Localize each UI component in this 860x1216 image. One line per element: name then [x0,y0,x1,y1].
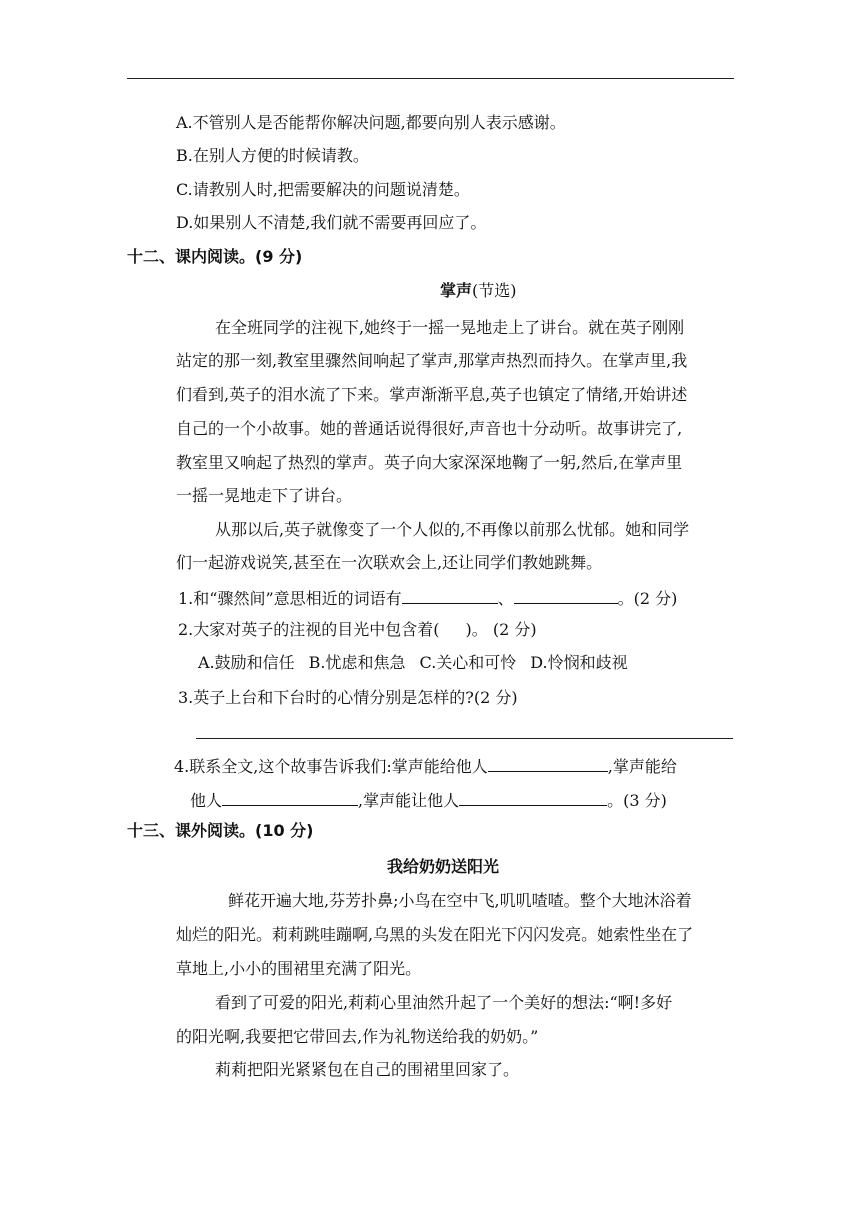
passage1-title: 掌声 [440,281,473,300]
passage2-line: 看到了可爱的阳光,莉莉心里油然升起了一个美好的想法:“啊!多好 [215,993,673,1012]
q4-blank-2[interactable] [222,789,358,806]
q3-answer-line[interactable] [196,738,733,739]
q1-blank-2[interactable] [514,587,618,604]
section13-heading: 十三、课外阅读。(10 分) [127,821,314,840]
passage1-line: 从那以后,英子就像变了一个人似的,不再像以前那么忧郁。她和同学 [215,520,690,539]
passage1-line: 自己的一个小故事。她的普通话说得很好,声音也十分动听。故事讲完了, [176,419,683,438]
q2-option-d: D.怜悯和歧视 [530,653,628,672]
q2-options [198,653,628,673]
header-rule [127,78,734,79]
passage2-line: 的阳光啊,我要把它带回去,作为礼物送给我的奶奶。” [176,1027,539,1046]
q2-option-a: A.鼓励和信任 [198,653,295,672]
passage1-line: 们看到,英子的泪水流了下来。掌声渐渐平息,英子也镇定了情绪,开始讲述 [176,385,688,404]
passage2-line: 草地上,小小的围裙里充满了阳光。 [176,959,422,978]
passage2-line: 莉莉把阳光紧紧包在自己的围裙里回家了。 [215,1060,520,1079]
q1-blank-1[interactable] [402,587,498,604]
q11-option-b: B.在别人方便的时候请教。 [176,146,369,165]
passage1-line: 站定的那一刻,教室里骤然间响起了掌声,那掌声热烈而持久。在掌声里,我 [176,351,688,370]
passage1-line: 一摇一晃地走下了讲台。 [176,486,353,505]
q2-option-c: C.关心和可怜 [419,653,517,672]
passage1-line: 在全班同学的注视下,她终于一摇一晃地走上了讲台。就在英子刚刚 [215,318,685,337]
q11-option-a: A.不管别人是否能帮你解决问题,都要向别人表示感谢。 [176,113,566,132]
q2 [178,620,537,640]
q4-points: 。(3 分) [607,791,667,810]
passage1-title-line [440,281,517,301]
section12-heading: 十二、课内阅读。(9 分) [127,247,303,266]
q2-prompt: 2.大家对英子的注视的目光中包含着( [178,620,440,639]
q1 [178,587,677,609]
q4-blank-3[interactable] [459,789,607,806]
passage1-line: 们一起游戏说笑,甚至在一次联欢会上,还让同学们教她跳舞。 [176,553,603,572]
q4-text-2: ,掌声能给 [607,757,677,776]
passage1-title-note: (节选) [472,281,517,300]
passage2-title: 我给奶奶送阳光 [387,857,500,876]
q11-option-c: C.请教别人时,把需要解决的问题说清楚。 [176,180,470,199]
q4-line1 [174,755,677,777]
q4-text-3: 他人 [190,791,223,810]
passage2-line: 鲜花开遍大地,芬芳扑鼻;小鸟在空中飞,叽叽喳喳。整个大地沐浴着 [228,891,692,910]
q2-points: )。 (2 分) [465,620,537,639]
q4-blank-1[interactable] [488,755,608,772]
q2-option-b: B.忧虑和焦急 [308,653,406,672]
q4-prompt: 4.联系全文,这个故事告诉我们:掌声能给他人 [174,757,488,776]
passage2-line: 灿烂的阳光。莉莉跳哇蹦啊,乌黑的头发在阳光下闪闪发亮。她索性坐在了 [176,925,694,944]
q3-prompt: 3.英子上台和下台时的心情分别是怎样的?(2 分) [178,688,518,707]
passage1-line: 教室里又响起了热烈的掌声。英子向大家深深地鞠了一躬,然后,在掌声里 [176,453,683,472]
q1-points: 。(2 分) [617,589,678,608]
q1-separator: 、 [497,589,514,608]
q11-option-d: D.如果别人不清楚,我们就不需要再回应了。 [176,213,487,232]
q4-text-4: ,掌声能让他人 [358,791,460,810]
q1-prompt: 1.和“骤然间”意思相近的词语有 [178,589,402,608]
q4-line2 [190,789,667,811]
